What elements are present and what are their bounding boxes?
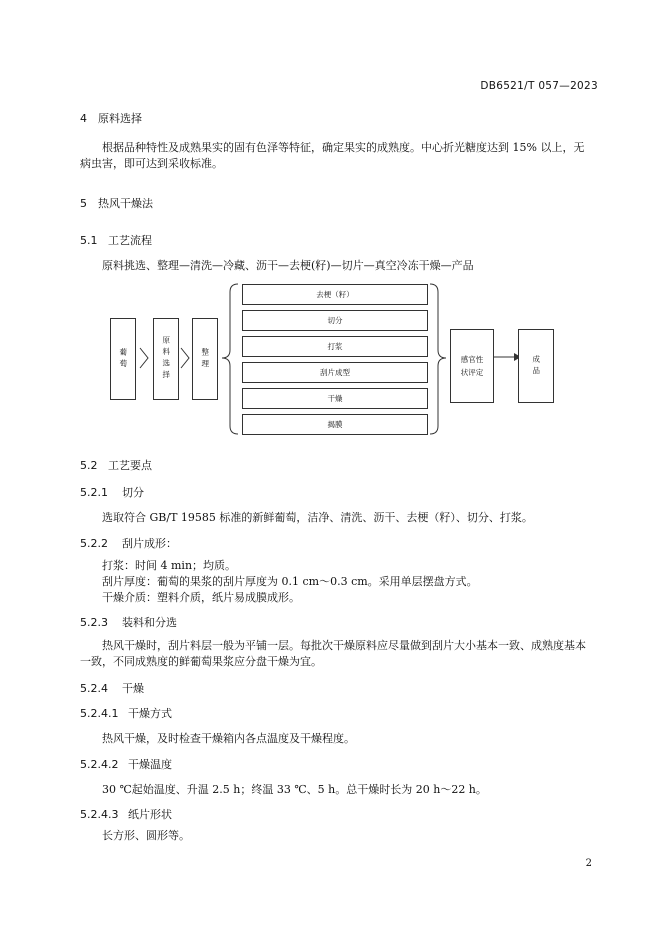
section-number: 5.2	[80, 459, 98, 472]
section-5-2-2-heading	[80, 535, 177, 551]
flow-box-trimming: 整理	[192, 318, 218, 400]
section-title: 纸片形状	[128, 808, 172, 821]
section-title: 切分	[122, 486, 144, 499]
section-5-2-heading	[80, 457, 152, 473]
section-number: 4	[80, 112, 87, 125]
section-title: 刮片成形：	[122, 537, 177, 550]
section-number: 5.1	[80, 234, 98, 247]
section-number: 5.2.3	[80, 616, 108, 629]
section-number: 5.2.4.1	[80, 707, 119, 720]
section-number: 5.2.2	[80, 537, 108, 550]
flow-step-cut: 切分	[242, 310, 428, 331]
section-5-2-1-heading	[80, 484, 144, 500]
standard-code: DB6521/T 057—2023	[480, 80, 598, 92]
flow-step-scrape-form: 刮片成型	[242, 362, 428, 383]
drying-medium-line: 干燥介质：塑料介质，纸片易成膜成形。	[102, 591, 300, 604]
section-number: 5.2.1	[80, 486, 108, 499]
section-title: 干燥方式	[128, 707, 172, 720]
section-title: 装料和分选	[122, 616, 177, 629]
section-title: 原料选择	[98, 112, 142, 125]
flow-box-product: 成品	[518, 329, 554, 403]
section-number: 5.2.4.2	[80, 758, 119, 771]
section-number: 5.2.4.3	[80, 808, 119, 821]
section-title: 工艺要点	[108, 459, 152, 472]
section-5-2-3-paragraph: 热风干燥时，刮片料层一般为平铺一层。每批次干燥原料应尽量做到刮片大小基本一致、成熟度基本一致，不同成熟度的鲜葡萄果浆应分盘干燥为宜。	[80, 639, 586, 668]
right-brace	[430, 284, 446, 434]
section-title: 干燥温度	[128, 758, 172, 771]
section-5-2-4-3-heading	[80, 806, 172, 822]
section-5-2-4-3-paragraph: 长方形、圆形等。	[102, 829, 190, 842]
flow-box-raw-selection: 原料选择	[153, 318, 179, 400]
section-5-2-1-paragraph: 选取符合 GB/T 19585 标准的新鲜葡萄，洁净、清洗、沥干、去梗（籽）、切分、打浆。	[102, 511, 533, 524]
section-5-2-4-2-heading	[80, 756, 172, 772]
section-5-2-4-1-paragraph: 热风干燥，及时检查干燥箱内各点温度及干燥程度。	[102, 732, 355, 745]
section-4-paragraph: 根据品种特性及成熟果实的固有色泽等特征，确定果实的成熟度。中心折光糖度达到 15% 以上，无病虫害，即可达到采收标准。	[80, 141, 585, 170]
flow-box-sensory-eval: 感官性状评定	[450, 329, 494, 403]
chevron-arrow-1	[140, 348, 148, 368]
page-number: 2	[585, 858, 592, 869]
left-brace	[222, 284, 238, 434]
flow-step-pulp: 打浆	[242, 336, 428, 357]
section-5-2-3-heading	[80, 614, 177, 630]
section-5-2-4-1-heading	[80, 705, 172, 721]
section-number: 5.2.4	[80, 682, 108, 695]
flow-box-grape: 葡萄	[110, 318, 136, 400]
flow-step-dry: 干燥	[242, 388, 428, 409]
flow-step-destem: 去梗（籽）	[242, 284, 428, 305]
section-title: 热风干燥法	[98, 197, 153, 210]
scrape-thickness-line: 刮片厚度：葡萄的果浆的刮片厚度为 0.1 cm～0.3 cm。采用单层摆盘方式。	[102, 575, 478, 588]
section-5-2-4-2-paragraph: 30 ℃起始温度、升温 2.5 h；终温 33 ℃、5 h。总干燥时长为 20 h～22 h。	[102, 783, 487, 796]
section-title: 工艺流程	[108, 234, 152, 247]
section-title: 干燥	[122, 682, 144, 695]
section-number: 5	[80, 197, 87, 210]
section-5-2-4-heading	[80, 680, 144, 696]
pulping-line: 打浆：时间 4 min；均质。	[102, 559, 237, 572]
process-flow-text: 原料挑选、整理—清洗—冷藏、沥干—去梗(籽)—切片—真空冷冻干燥—产品	[102, 259, 474, 272]
flow-step-peel-film: 揭膜	[242, 414, 428, 435]
chevron-arrow-2	[181, 348, 189, 368]
